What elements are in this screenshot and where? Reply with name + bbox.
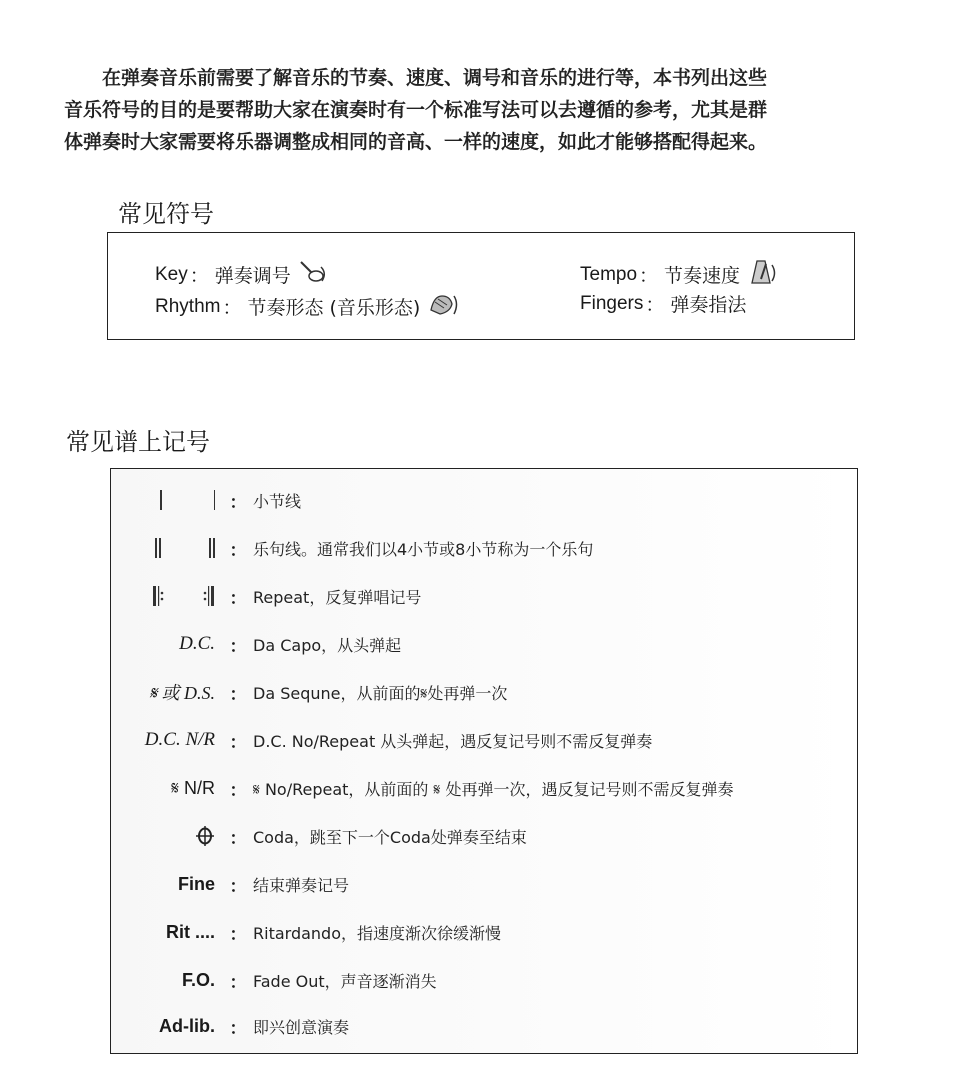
- row-colon: ：: [229, 876, 247, 897]
- table-row: [111, 860, 857, 908]
- intro-line-1: 在弹奏音乐前需要了解音乐的节奏、速度、调号和音乐的进行等，本书列出这些: [102, 67, 768, 89]
- row-sig: F.O.: [181, 969, 215, 990]
- symbol-key-label: Key: [155, 263, 188, 285]
- row-sig: 𝄋 或 D.S.: [149, 683, 215, 703]
- symbol-key: [155, 259, 327, 290]
- score-symbols-heading: 常见谱上记号: [66, 428, 210, 456]
- symbol-tempo-label: Tempo: [580, 263, 638, 285]
- row-desc: Repeat，反复弹唱记号: [253, 587, 422, 607]
- intro-line-2: 音乐符号的目的是要帮助大家在演奏时有一个标准写法可以去遵循的参考，尤其是群: [64, 99, 768, 121]
- row-colon: ：: [229, 828, 247, 849]
- row-desc: 小节线: [253, 491, 302, 511]
- table-row: [111, 620, 857, 668]
- coda-icon: [111, 825, 215, 847]
- row-colon: ：: [229, 684, 247, 705]
- barline-icon: [111, 490, 215, 510]
- phrase-line-icon: [111, 538, 215, 558]
- row-desc: Fade Out，声音逐渐消失: [253, 971, 437, 991]
- guitar-key-icon: [297, 259, 327, 290]
- intro-paragraph: [64, 62, 904, 158]
- repeat-sign-icon: [111, 585, 215, 607]
- row-colon: ：: [229, 924, 247, 945]
- symbol-rhythm: [155, 290, 460, 323]
- symbol-tempo: [580, 257, 778, 292]
- row-colon: ：: [229, 588, 247, 609]
- table-row: [111, 764, 857, 812]
- symbol-fingers: [580, 290, 746, 317]
- metronome-icon: [746, 257, 778, 292]
- table-row: [111, 1002, 857, 1050]
- row-colon: ：: [229, 780, 247, 801]
- row-sig: D.C.: [179, 633, 215, 654]
- symbol-key-text: 弹奏调号: [214, 265, 291, 287]
- table-row: [111, 572, 857, 620]
- table-row: [111, 668, 857, 716]
- symbol-tempo-text: 节奏速度: [664, 265, 741, 287]
- symbol-colon: ：: [645, 294, 665, 316]
- row-sig: Fine: [177, 873, 215, 894]
- row-colon: ：: [229, 540, 247, 561]
- common-symbols-heading: 常见符号: [118, 200, 214, 228]
- row-colon: ：: [229, 972, 247, 993]
- row-desc: Coda，跳至下一个Coda处弹奏至结束: [253, 827, 527, 847]
- row-desc: Da Sequne，从前面的𝄋处再弹一次: [253, 683, 508, 703]
- table-row: [111, 524, 857, 572]
- symbol-colon: ：: [639, 265, 659, 287]
- common-symbols-box: [107, 232, 855, 340]
- row-colon: ：: [229, 732, 247, 753]
- symbol-colon: ：: [189, 265, 209, 287]
- row-desc: 结束弹奏记号: [253, 875, 350, 895]
- score-symbols-table: [110, 468, 858, 1054]
- table-row: [111, 476, 857, 524]
- row-desc: D.C. No/Repeat 从头弹起，遇反复记号则不需反复弹奏: [253, 731, 653, 751]
- row-desc: 乐句线。通常我们以4小节或8小节称为一个乐句: [253, 539, 594, 559]
- row-desc: 𝄋 No/Repeat，从前面的 𝄋 处再弹一次，遇反复记号则不需反复弹奏: [253, 779, 734, 799]
- symbol-fingers-label: Fingers: [580, 292, 644, 314]
- row-desc: Ritardando，指速度渐次徐缓渐慢: [253, 923, 501, 943]
- row-colon: ：: [229, 636, 247, 657]
- row-sig: Rit ....: [166, 921, 215, 942]
- table-row: [111, 716, 857, 764]
- symbol-rhythm-text: 节奏形态 (音乐形态): [247, 297, 421, 319]
- row-sig: Ad-lib.: [159, 1015, 215, 1036]
- symbol-fingers-text: 弹奏指法: [670, 294, 747, 316]
- strumming-hand-icon: [426, 290, 460, 323]
- row-desc: 即兴创意演奏: [253, 1017, 350, 1037]
- symbol-rhythm-label: Rhythm: [155, 295, 221, 317]
- table-row: [111, 956, 857, 1004]
- row-desc: Da Capo，从头弹起: [253, 635, 402, 655]
- row-colon: ：: [229, 1018, 247, 1039]
- table-row: [111, 908, 857, 956]
- table-row: [111, 812, 857, 860]
- row-sig: 𝄋 N/R: [171, 777, 215, 798]
- row-sig: D.C. N/R: [144, 729, 215, 750]
- intro-line-3: 体弹奏时大家需要将乐器调整成相同的音高、一样的速度，如此才能够搭配得起来。: [64, 131, 768, 153]
- row-colon: ：: [229, 492, 247, 513]
- symbol-colon: ：: [222, 297, 242, 319]
